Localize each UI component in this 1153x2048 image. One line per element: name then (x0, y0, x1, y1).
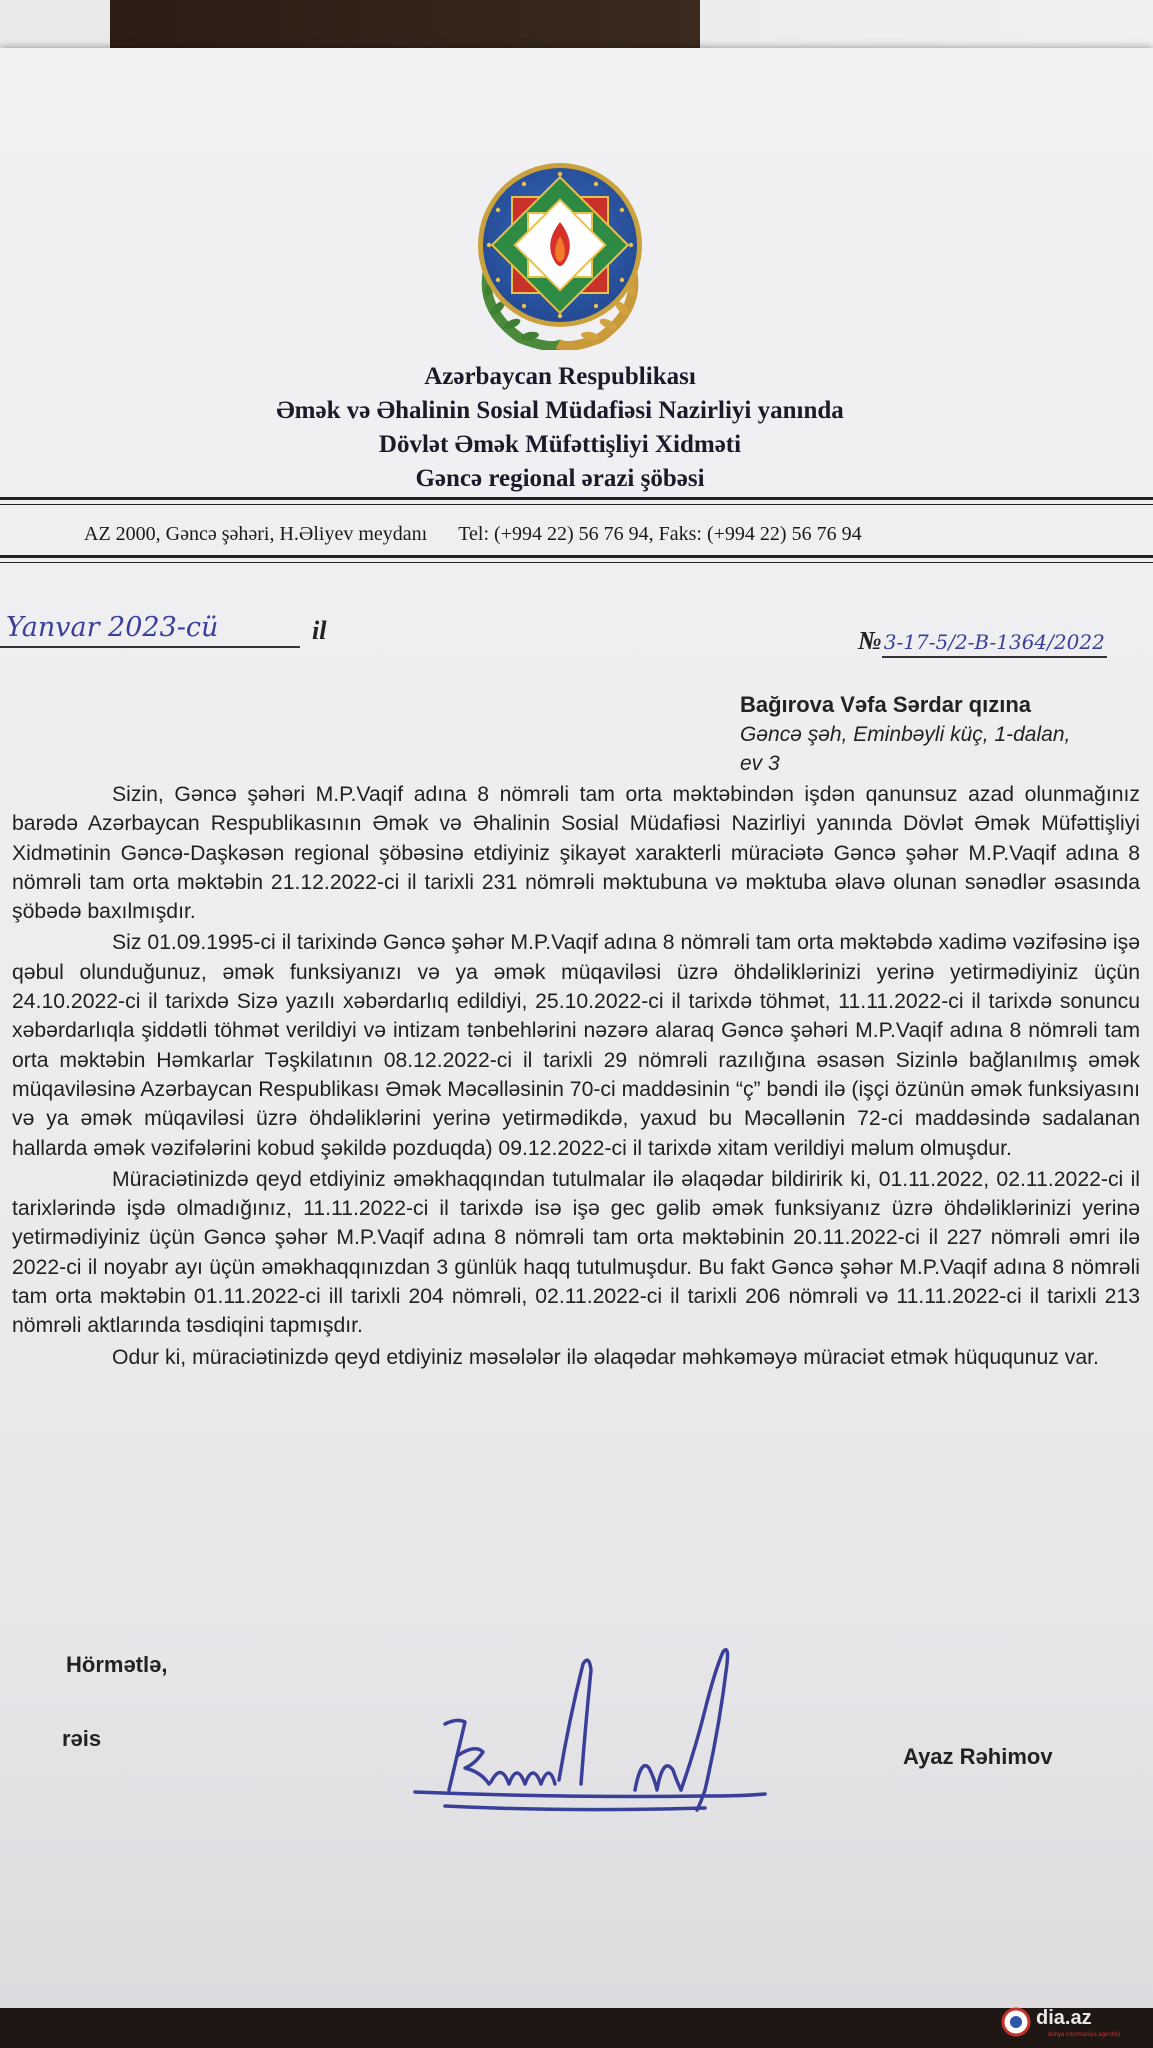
recipient-name: Bağırova Vəfa Sərdar qızına (740, 692, 1031, 717)
dia-az-watermark-logo (996, 2000, 1146, 2044)
reference-label: № (858, 626, 882, 655)
watermark-brand: dia.az (1036, 2007, 1092, 2029)
watermark-tagline: dünya informasiya agentliyi (1048, 2032, 1121, 2038)
letterhead-service: Dövlət Əmək Müfəttişliyi Xidməti (378, 431, 742, 458)
body-paragraph-3: Müraciətinizdə qeyd etdiyiniz əməkhaqqından tutulmalar ilə əlaqədar bildiririk ki, 01.11.2022, 02.11.2022-ci il tarixlərində işdə olmadığınız, 11.11.2022-ci il tarixdə isə işə gec gəlib əmək funksiyanız üzrə öhdəliklərinizi yerinə yetirmədiyiniz üçün Gəncə şəhər M.P.Vaqif adına 8 nömrəli tam orta məktəbinin 20.11.2022-ci il 227 nömrəli əmri ilə 2022-ci il noyabr ayı üçün əməkhaqqınızdan 3 günlük haqq tutulmuşdur. Bu fakt Gəncə şəhər M.P.Vaqif adına 8 nömrəli tam orta məktəbin 01.11.2022-ci ill tarixli 204 nömrəli, 02.11.2022-ci il tarixli 206 nömrəli və 11.11.2022-ci il tarixli 213 nömrəli aktlarında təsdiqini tapmışdır. (12, 1167, 1140, 1338)
signer-name: Ayaz Rəhimov (903, 1744, 1053, 1769)
body-paragraph-2: Siz 01.09.1995-ci il tarixində Gəncə şəhər M.P.Vaqif adına 8 nömrəli tam orta məktəbdə xadimə vəzifəsinə işə qəbul olunduğunuz, əmək funksiyanızı və ya əmək müqaviləsi üzrə öhdəliklərinizi yerinə yetirmədiyiniz üçün 24.10.2022-ci il tarixdə Sizə yazılı xəbərdarlıq edildiyi, 25.10.2022-ci il tarixdə töhmət, 11.11.2022-ci il tarixdə sonuncu xəbərdarlıqla şiddətli töhmət verildiyi və intizam tənbehlərini nəzərə alaraq Gəncə şəhəri M.P.Vaqif adına 8 nömrəli tam orta məktəbin Həmkarlar Təşkilatının 08.12.2022-ci il tarixli 29 nömrəli razılığına əsasən Sizinlə bağlanılmış əmək müqaviləsinə Azərbaycan Respublikası Əmək Məcəlləsinin 70-ci maddəsinin “ç” bəndi ilə (işçi özünün əmək funksiyasını və ya əmək müqaviləsi üzrə öhdəliklərini yerinə yetirmədikdə, yaxud bu Məcəllənin 72-ci maddəsində sadalanan hallarda əmək vəzifələrini kobud şəkildə pozduqda) 09.12.2022-ci il tarixdə xitam verildiyi məlum olmuşdur. (12, 931, 1140, 1160)
letterhead-ministry: Əmək və Əhalinin Sosial Müdafiəsi Nazirliyi yanında (276, 397, 844, 424)
letterhead (150, 360, 970, 496)
header-rule-bottom-thin (0, 562, 1153, 563)
address-contacts: Tel: (+994 22) 56 76 94, Faks: (+994 22) 56 76 94 (458, 523, 862, 545)
state-emblem-icon (470, 160, 650, 350)
header-rule-top (0, 497, 1153, 500)
closing-regards: Hörmətlə, (66, 1652, 168, 1677)
recipient-block (740, 690, 1140, 778)
body-paragraph-4: Odur ki, müraciətinizdə qeyd etdiyiniz məsələlər ilə əlaqədar məhkəməyə müraciət etmək hüququnuz var. (112, 1345, 1099, 1369)
handwritten-date: Yanvar 2023-cü (6, 612, 219, 643)
address-location: AZ 2000, Gəncə şəhəri, H.Əliyev meydanı (84, 523, 428, 545)
letter-body (12, 780, 1140, 1374)
handwritten-signature (405, 1640, 825, 1820)
letterhead-country: Azərbaycan Respublikası (424, 363, 696, 390)
letterhead-address (84, 523, 1144, 546)
date-suffix: il (312, 616, 327, 645)
recipient-address-line2: ev 3 (740, 752, 780, 775)
letterhead-department: Gəncə regional ərazi şöbəsi (415, 465, 705, 492)
signer-position: rəis (62, 1726, 102, 1751)
recipient-address-line1: Gəncə şəh, Eminbəyli küç, 1-dalan, (740, 723, 1071, 746)
table-edge (0, 2008, 1153, 2048)
header-rule-top-thin (0, 504, 1153, 505)
reference-value: 3-17-5/2-B-1364/2022 (882, 630, 1107, 658)
body-paragraph-1: Sizin, Gəncə şəhəri M.P.Vaqif adına 8 nömrəli tam orta məktəbindən işdən qanunsuz azad olunmağınız barədə Azərbaycan Respublikasının Əmək və Əhalinin Sosial Müdafiəsi Nazirliyi yanında Dövlət Əmək Müfəttişliyi Xidmətinin Gəncə-Daşkəsən regional şöbəsinə etdiyiniz şikayət xarakterli müraciətə Gəncə şəhər M.P.Vaqif adına 8 nömrəli tam orta məktəbin 21.12.2022-ci il tarixli 231 nömrəli məktubuna və məktuba əlavə olunan sənədlər əsasında şöbədə baxılmışdır. (12, 783, 1140, 924)
reference-number (858, 626, 1107, 656)
header-rule-bottom (0, 555, 1153, 558)
